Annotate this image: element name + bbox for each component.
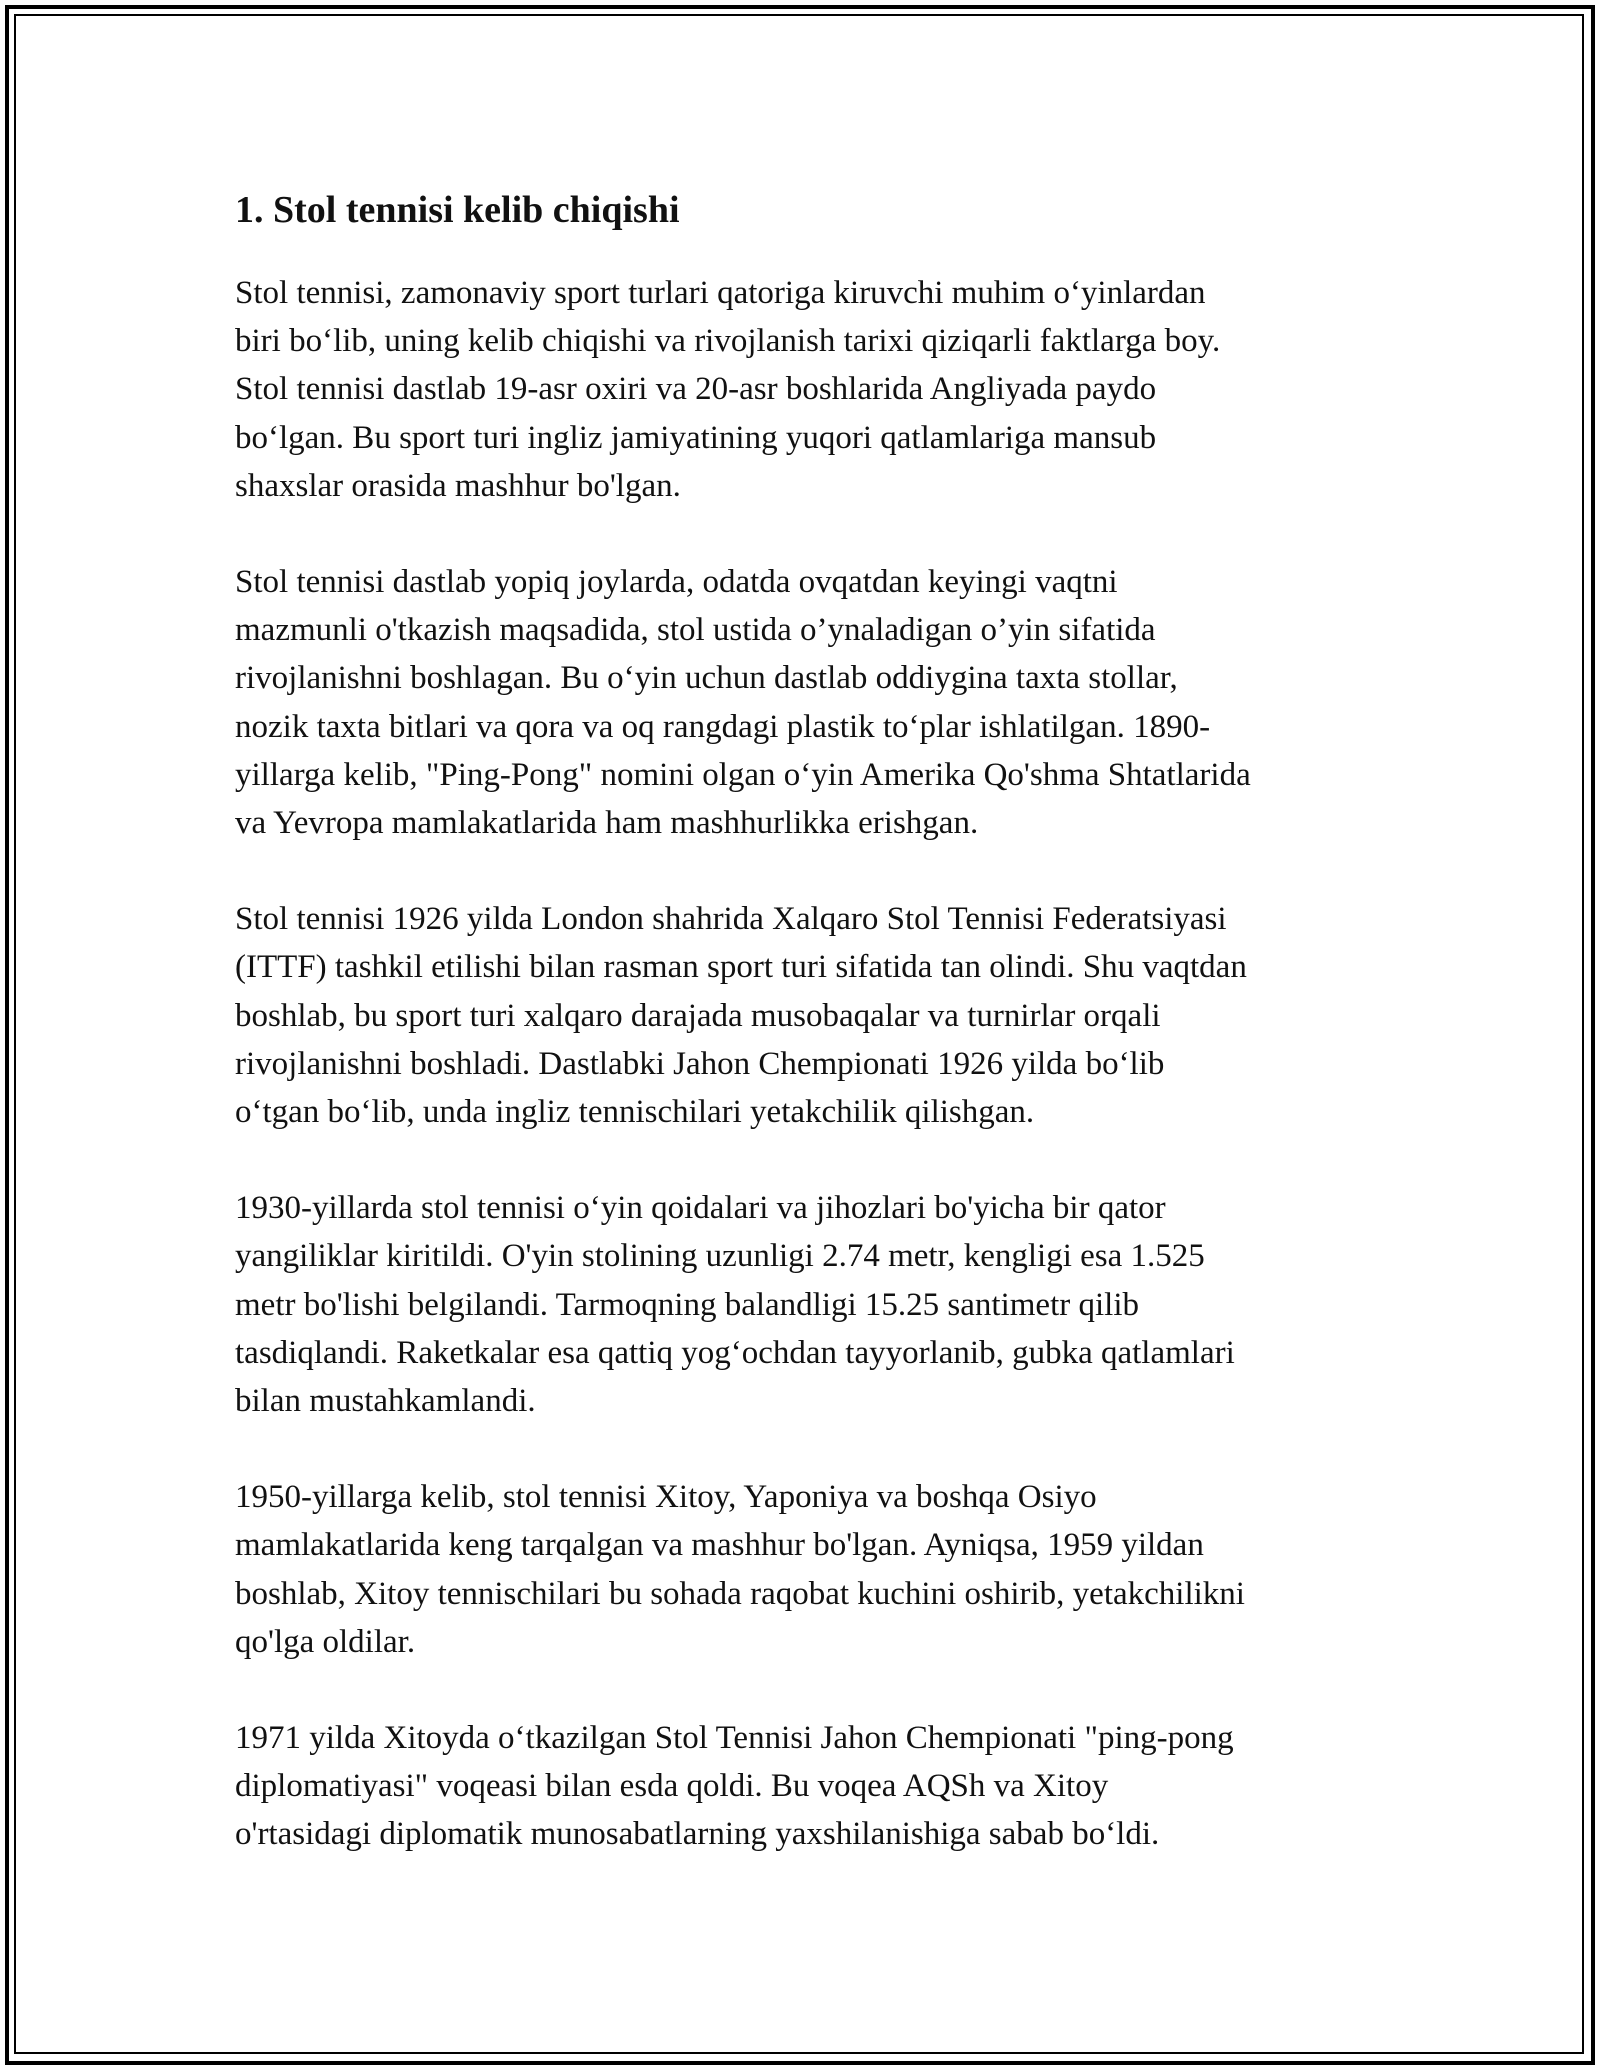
paragraph-ittf-founding: Stol tennisi 1926 yilda London shahrida Xalqaro Stol Tennisi Federatsiyasi (ITTF) tashkil etilishi bilan rasman sport turi sifatida tan olindi. Shu vaqtdan boshlab, bu sport turi xalqaro darajada musobaqalar va turnirlar orqali rivojlanishni boshladi. Dastlabki Jahon Chempionati 1926 yilda bo‘lib o‘tgan bo‘lib, unda ingliz tennischilari yetakchilik qilishgan. <box>235 901 1247 1131</box>
document-body <box>235 185 1375 1907</box>
section-heading: 1. Stol tennisi kelib chiqishi <box>235 189 680 231</box>
paragraph-ping-pong-diplomacy: 1971 yilda Xitoyda o‘tkazilgan Stol Tennisi Jahon Chempionati "ping-pong diplomatiyasi" voqeasi bilan esda qoldi. Bu voqea AQSh va Xitoy o'rtasidagi diplomatik munosabatlarning yaxshilanishiga sabab bo‘ldi. <box>235 1720 1234 1853</box>
paragraph-origin: Stol tennisi, zamonaviy sport turlari qatoriga kiruvchi muhim o‘yinlardan biri bo‘lib, uning kelib chiqishi va rivojlanish tarixi qiziqarli faktlarga boy. Stol tennisi dastlab 19-asr oxiri va 20-asr boshlarida Angliyada paydo bo‘lgan. Bu sport turi ingliz jamiyatining yuqori qatlamlariga mansub shaxslar orasida mashhur bo'lgan. <box>235 275 1221 504</box>
paragraph-1950s-asia: 1950-yillarga kelib, stol tennisi Xitoy, Yaponiya va boshqa Osiyo mamlakatlarida keng tarqalgan va mashhur bo'lgan. Ayniqsa, 1959 yildan boshlab, Xitoy tennischilari bu sohada raqobat kuchini oshirib, yetakchilikni qo'lga oldilar. <box>235 1479 1245 1660</box>
paragraph-early-development: Stol tennisi dastlab yopiq joylarda, odatda ovqatdan keyingi vaqtni mazmunli o'tkazish maqsadida, stol ustida o’ynaladigan o’yin sifatida rivojlanishni boshlagan. Bu o‘yin uchun dastlab oddiygina taxta stollar, nozik taxta bitlari va qora va oq rangdagi plastik to‘plar ishlatilgan. 1890- yillarga kelib, "Ping-Pong" nomini olgan o‘yin Amerika Qo'shma Shtatlarida va Yevropa mamlakatlarida ham mashhurlikka erishgan. <box>235 564 1251 842</box>
paragraph-1930s-rules: 1930-yillarda stol tennisi o‘yin qoidalari va jihozlari bo'yicha bir qator yangiliklar kiritildi. O'yin stolining uzunligi 2.74 metr, kengligi esa 1.525 metr bo'lishi belgilandi. Tarmoqning balandligi 15.25 santimetr qilib tasdiqlandi. Raketkalar esa qattiq yog‘ochdan tayyorlanib, gubka qatlamlari bilan mustahkamlandi. <box>235 1190 1235 1420</box>
